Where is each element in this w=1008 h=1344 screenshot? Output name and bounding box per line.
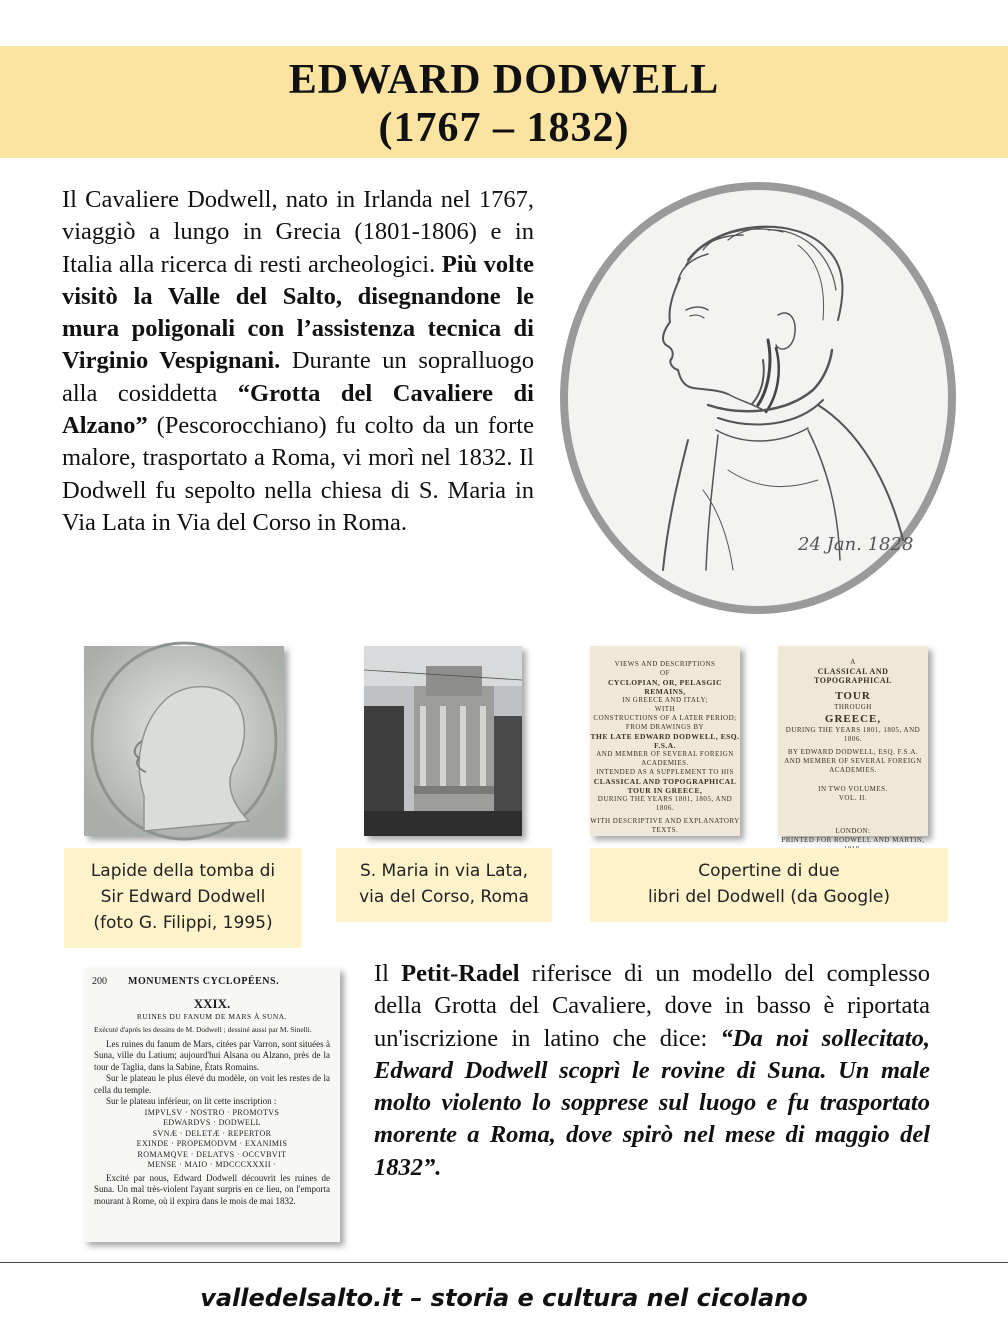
title-banner (0, 46, 1008, 158)
intro-paragraph: Il Cavaliere Dodwell, nato in Irlanda nel 1767, viaggiò a lungo in Grecia (1801-1806) e in Italia alla ricerca di resti archeologici. Più volte visitò la Valle del Salto, disegnandone le mura poligonali con l’assistenza tecnica di Virginio Vespignani. Durante un sopralluogo alla cosiddetta “Grotta del Cavaliere di Alzano” (Pescorocchiano) fu colto da un forte malore, trasportato a Roma, vi morì nel 1832. Il Dodwell fu sepolto nella chiesa di S. Maria in Via Lata in Via del Corso in Roma. (62, 186, 534, 536)
book1-line: WITH DESCRIPTIVE AND EXPLANATORY TEXTS. (590, 817, 740, 834)
book-cover-tour-greece: A CLASSICAL AND TOPOGRAPHICAL TOUR THROUGH GREECE, DURING THE YEARS 1801, 1805, AND 1806. BY EDWARD DODWELL, ESQ. F.S.A. AND MEMBER OF SEVERAL FOREIGN ACADEMIES. IN TWO VOLUMES. VOL. II. LONDON: PRINTED FOR RODWELL AND MARTIN, (778, 646, 928, 836)
book-excerpt-page: 200 MONUMENTS CYCLOPÉENS. XXIX. RUINES DU FANUM DE MARS À SUNA. Exécuté d'après les dessins de M. Dodwell ; dessiné aussi par M. Sinelli. Les ruines du fanum de Mars, citées par Varron, sont situées à Suna, ville du Latium; aujourd'hui Alsana ou Alzano, près de la tour de Taglia, dans la Sabine, États Romains. Sur le plateau le plus élevé du modèle, on voit les restes de la cella du temple. Sur le plateau inférieur, on lit cette inscription : IMPVLSV · NOSTRO · PROMOTVS EDWARDVS · DODWELL SVNÆ · DELETÆ · REPERTOR EXINDE · PROPEMODVM · EXANIMIS ROMAMQVE · DELATVS · OCCVBVIT MENSE · MAIO · MDCCCXXXII · Excité par nous, Edward Dodwell découvrit les ruines de Suna. Un mal très-violent l'ayant surpris en ce lieu, on l'emporta mourant à Rome, où il expira dans le mois de mai 1832. (84, 968, 340, 1242)
caption-tomb: Lapide della tomba di Sir Edward Dodwell (foto G. Filippi, 1995) (64, 848, 302, 948)
church-facade-image (364, 646, 522, 836)
page-title: EDWARD DODWELL (288, 57, 720, 103)
book1-line: CLASSICAL AND TOPOGRAPHICAL TOUR IN GREECE, (593, 777, 737, 795)
caption-books: Copertine di due libri del Dodwell (da Google) (590, 848, 948, 922)
book1-line: AND MEMBER OF SEVERAL FOREIGN ACADEMIES. (596, 750, 734, 767)
book1-line: WITH (654, 705, 676, 713)
church-photo (364, 646, 522, 836)
tomb-relief-image (84, 646, 284, 836)
book-cover-cyclopian (590, 646, 740, 836)
petit-radel-paragraph: Il Petit-Radel riferisce di un modello del complesso della Grotta del Cavaliere, dove in basso è riportata un'iscrizione in latino che dice: “Da noi sollecitato, Edward Dodwell scoprì le rovine di Suna. Un male molto violento lo sopprese sul luogo e fu trasportato morente a Roma, dove spirò nel mese di maggio del 1832”. (374, 960, 930, 1181)
intro-highlight-valle: Più volte visitò la Valle del Salto, disegnandone le mura poligonali con l’assistenza tecnica di Virginio Vespignani. (62, 250, 534, 375)
tomb-photo (84, 646, 284, 836)
footer-divider (0, 1262, 1008, 1263)
book1-line: FROM DRAWINGS BY (625, 723, 705, 731)
caption-church: S. Maria in via Lata, via del Corso, Roma (336, 848, 552, 922)
book1-line: OF (660, 669, 670, 677)
book1-line: CONSTRUCTIONS OF A LATER PERIOD; (593, 714, 737, 722)
portrait-drawing (568, 190, 948, 606)
footer-credit: valledelsalto.it – storia e cultura nel cicolano (200, 1284, 808, 1312)
petit-radel-name: Petit-Radel (401, 960, 520, 987)
portrait-date-inscription: 24 Jan. 1828 (798, 534, 914, 555)
portrait-sketch (560, 182, 956, 614)
book1-line: INTENDED AS A SUPPLEMENT TO HIS (596, 768, 734, 776)
book1-line: VIEWS AND DESCRIPTIONS (614, 660, 716, 668)
book1-line: THE LATE EDWARD DODWELL, ESQ. F.S.A. (590, 732, 740, 750)
book1-line: CYCLOPIAN, OR, PELASGIC REMAINS, (607, 678, 722, 696)
book1-line: IN GREECE AND ITALY; (622, 696, 708, 704)
book1-line: DURING THE YEARS 1801, 1805, AND 1806. (597, 795, 733, 812)
inscription-translation: “Da noi sollecitato, Edward Dodwell scoprì le rovine di Suna. Un male molto violento lo sopprese sul luogo e fu trasportato morente a Roma, dove spirò nel mese di maggio del 1832”. (374, 1024, 930, 1181)
intro-highlight-grotta: “Grotta del Cavaliere di Alzano” (62, 379, 534, 440)
latin-inscription: IMPVLSV · NOSTRO · PROMOTVS EDWARDVS · DODWELL SVNÆ · DELETÆ · REPERTOR EXINDE · PROPEMODVM · EXANIMIS ROMAMQVE · DELATVS · OCCVBVIT MENSE · MAIO · MDCCCXXXII · (136, 1107, 288, 1169)
life-dates: (1767 – 1832) (378, 105, 630, 151)
